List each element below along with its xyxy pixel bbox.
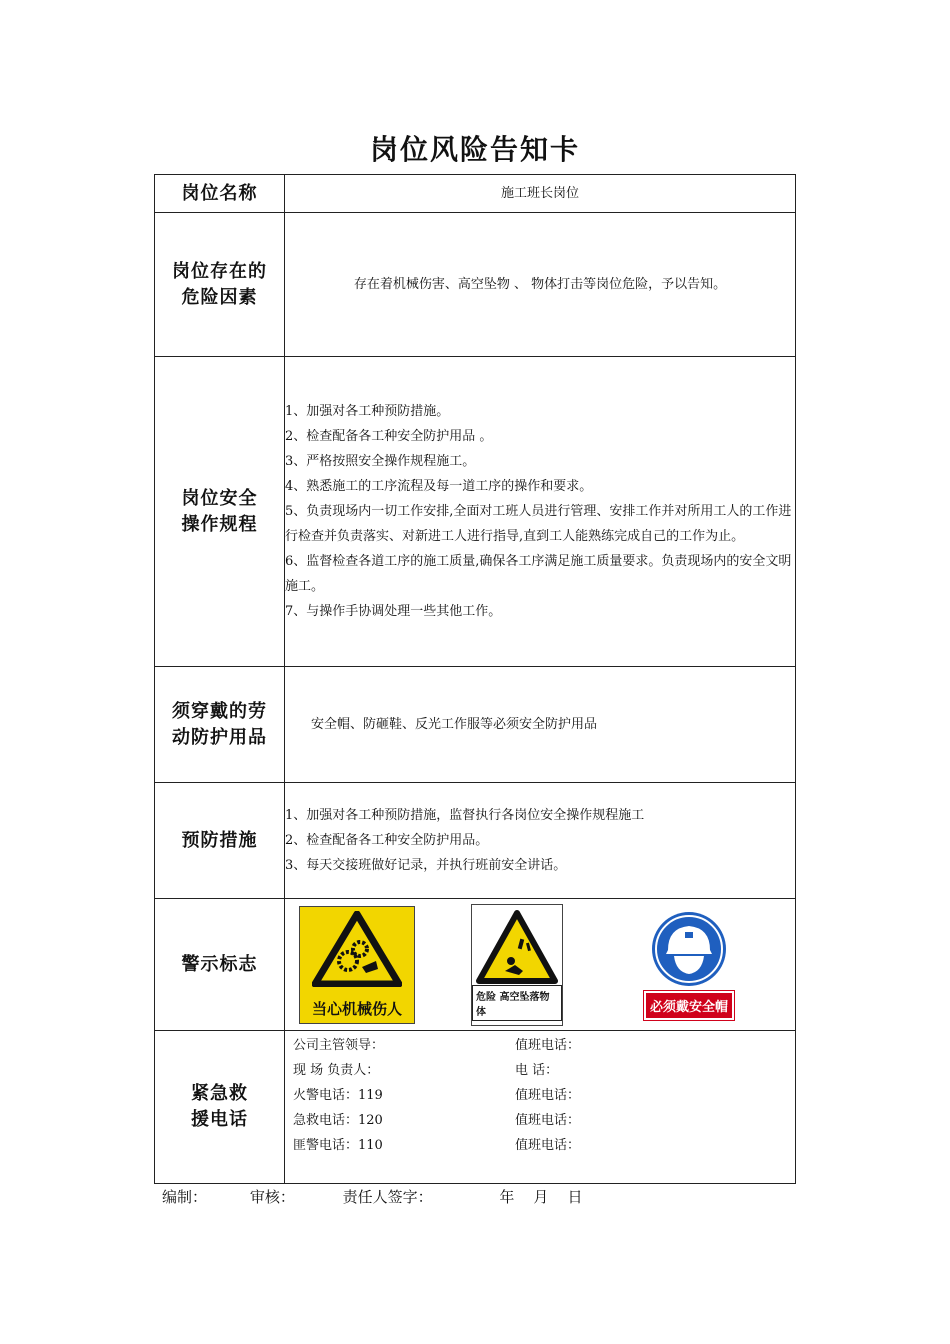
hazards-label-line2: 危险因素 — [181, 286, 258, 308]
contact-right: 值班电话： — [515, 1138, 581, 1153]
ppe-label — [155, 667, 285, 783]
sign-falling-objects — [471, 904, 563, 1026]
contact-right: 值班电话： — [515, 1038, 581, 1053]
ppe-value: 安全帽、防砸鞋、反光工作服等必须安全防护用品 — [285, 667, 796, 783]
hazards-label — [155, 213, 285, 357]
prevention-item: 1、加强对各工种预防措施，监督执行各岗位安全操作规程施工 — [285, 808, 645, 823]
contact-left: 急救电话：120 — [293, 1113, 383, 1128]
sign-caption: 危险 高空坠落物体 — [472, 985, 562, 1021]
sign-mechanical-injury — [299, 906, 415, 1024]
sign-hard-hat — [641, 906, 737, 1024]
procedure-item: 6、监督检查各道工序的施工质量,确保各工序满足施工质量要求。负责现场内的安全文明施工。 — [285, 554, 792, 594]
falling-objects-warning-icon — [475, 909, 559, 985]
row-hazards — [155, 213, 796, 357]
post-name-label: 岗位名称 — [155, 175, 285, 213]
ppe-label-line1: 须穿戴的劳 — [172, 700, 267, 722]
procedures-label-line1: 岗位安全 — [181, 487, 258, 509]
contact-left: 火警电话：119 — [293, 1088, 383, 1103]
contact-left: 现 场 负责人： — [293, 1063, 380, 1078]
hazards-value: 存在着机械伤害、高空坠物 、 物体打击等岗位危险，予以告知。 — [285, 213, 796, 357]
procedure-item: 4、熟悉施工的工序流程及每一道工序的操作和要求。 — [285, 479, 593, 494]
contact-right: 值班电话： — [515, 1088, 581, 1103]
procedure-item: 3、严格按照安全操作规程施工。 — [285, 454, 476, 469]
contact-left: 公司主管领导： — [293, 1038, 385, 1053]
procedure-item: 2、检查配备各工种安全防护用品 。 — [285, 429, 493, 444]
emergency-label-line1: 紧急救 — [191, 1083, 248, 1104]
signs-label: 警示标志 — [155, 899, 285, 1031]
procedure-item: 5、负责现场内一切工作安排,全面对工班人员进行管理、安排工作并对所用工人的工作进行检查并负责落实、对新进工人进行指导,直到工人能熟练完成自己的工作为止。 — [285, 504, 792, 544]
row-post-name — [155, 175, 796, 213]
procedure-item: 7、与操作手协调处理一些其他工作。 — [285, 604, 502, 619]
post-name-value: 施工班长岗位 — [285, 175, 796, 213]
procedures-list — [285, 357, 796, 667]
procedures-label — [155, 357, 285, 667]
signature-footer: 编制： 审核： 责任人签字： 年 月 日 — [162, 1188, 583, 1206]
row-emergency — [155, 1031, 796, 1184]
hazards-label-line1: 岗位存在的 — [172, 260, 267, 282]
row-signs — [155, 899, 796, 1031]
hard-hat-mandatory-icon — [650, 910, 728, 988]
ppe-label-line2: 动防护用品 — [172, 726, 267, 748]
emergency-label-line2: 援电话 — [191, 1109, 248, 1130]
prevention-item: 3、每天交接班做好记录，并执行班前安全讲话。 — [285, 858, 567, 873]
contact-right: 电 话： — [515, 1063, 559, 1078]
contact-left: 匪警电话：110 — [293, 1138, 383, 1153]
contact-right: 值班电话： — [515, 1113, 581, 1128]
emergency-contacts — [285, 1031, 796, 1184]
signs-cell — [285, 899, 796, 1031]
risk-card-table — [154, 174, 796, 1184]
prevention-item: 2、检查配备各工种安全防护用品。 — [285, 833, 489, 848]
prevention-label: 预防措施 — [155, 783, 285, 899]
procedures-label-line2: 操作规程 — [181, 513, 258, 535]
row-prevention — [155, 783, 796, 899]
row-procedures — [155, 357, 796, 667]
sign-caption: 当心机械伤人 — [311, 999, 402, 1018]
sign-caption: 必须戴安全帽 — [644, 991, 734, 1020]
emergency-label — [155, 1031, 285, 1184]
mechanical-injury-warning-icon — [312, 911, 402, 987]
row-ppe — [155, 667, 796, 783]
prevention-list — [285, 783, 796, 899]
page-title: 岗位风险告知卡 — [369, 133, 580, 166]
procedure-item: 1、加强对各工种预防措施。 — [285, 404, 450, 419]
